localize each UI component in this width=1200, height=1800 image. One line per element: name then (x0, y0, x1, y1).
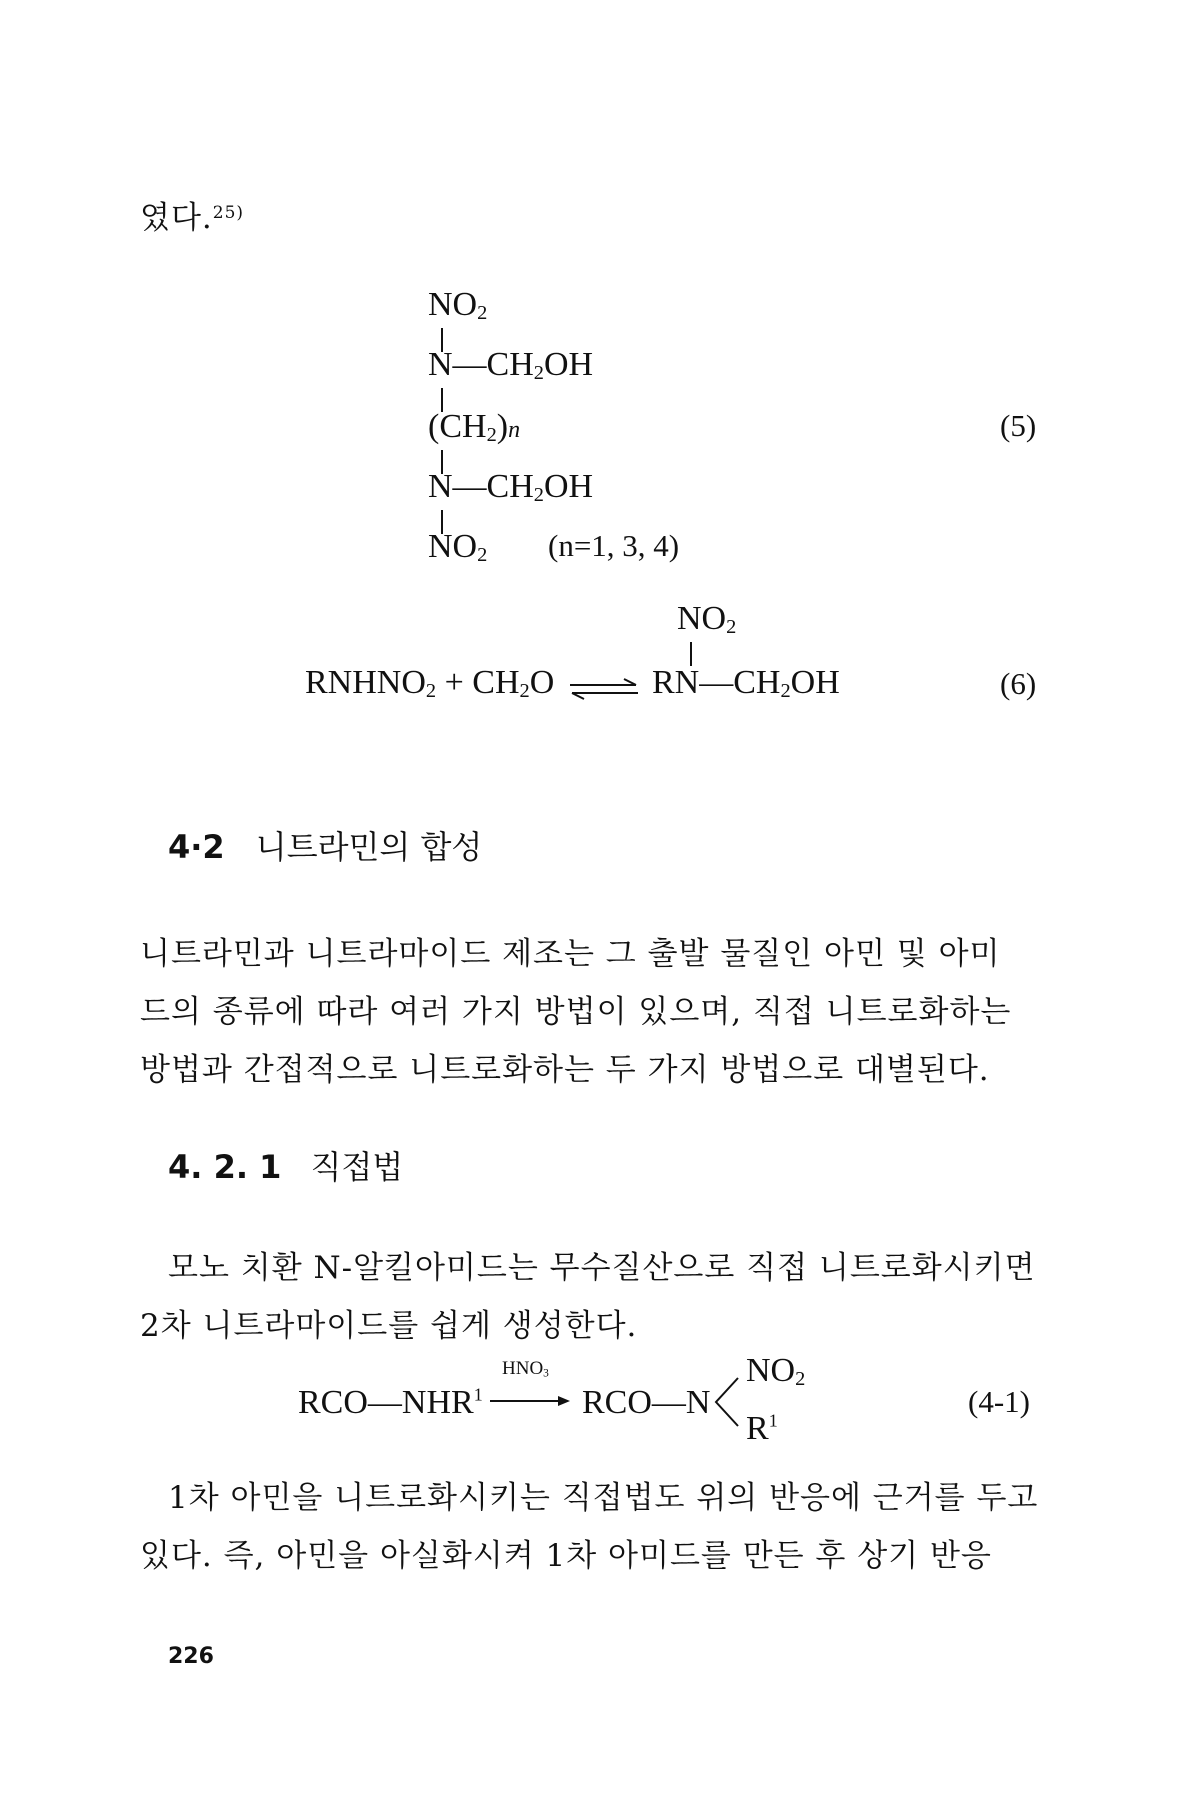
eq5-ch2n: $(CH_2)n$ (428, 408, 521, 447)
eq5-number: (5) (1000, 408, 1037, 443)
eq5-condition: (n=1, 3, 4) (548, 528, 680, 563)
paragraph-line: 있다. 즉, 아민을 아실화시켜 1차 아미드를 만든 후 상기 반응 (140, 1538, 992, 1574)
section-number: 4·2 (168, 828, 225, 866)
paragraph-line: 모노 치환 N-알킬아미드는 무수질산으로 직접 니트로화시키면 (168, 1250, 1036, 1286)
section-number: 4. 2. 1 (168, 1148, 282, 1186)
eq6-no2-top: $NO_2$ (677, 600, 737, 639)
intro-line (140, 192, 244, 237)
eq5-n-ch2oh-2: $N—CH_2OH$ (428, 468, 594, 507)
eq41-reagent: $HNO_3$ (502, 1358, 549, 1380)
paragraph-line: 니트라민과 니트라마이드 제조는 그 출발 물질인 아민 및 아미 (140, 936, 1001, 972)
eq6-number: (6) (1000, 666, 1037, 701)
section-title: 직접법 (310, 1148, 404, 1186)
eq6-left: $RNHNO_2 + CH_2O$ (305, 664, 555, 703)
eq5-n-ch2oh-1: $N—CH_2OH$ (428, 346, 594, 385)
eq6-bond (690, 642, 692, 666)
section-4-2-heading (168, 822, 482, 868)
eq41-left: RCO—NHR$^1$ (298, 1384, 483, 1421)
paragraph-line: 2차 니트라마이드를 쉽게 생성한다. (140, 1308, 638, 1344)
section-title: 니트라민의 합성 (255, 828, 483, 866)
footnote-ref: 25) (212, 202, 245, 223)
eq41-branch-top: $NO_2$ (746, 1352, 806, 1391)
paragraph-line: 1차 아민을 니트로화시키는 직접법도 위의 반응에 근거를 두고 (168, 1480, 1039, 1516)
reaction-arrow-icon (490, 1394, 572, 1408)
equilibrium-arrow-icon (568, 678, 640, 700)
page-number: 226 (168, 1644, 214, 1669)
eq6-right: $RN—CH_2OH$ (652, 664, 840, 703)
branch-bracket-icon (712, 1374, 742, 1430)
paragraph-line: 방법과 간접적으로 니트로화하는 두 가지 방법으로 대별된다. (140, 1052, 990, 1088)
eq41-number: (4-1) (968, 1384, 1030, 1419)
section-4-2-1-heading (168, 1142, 403, 1188)
eq5-no2-top: $NO_2$ (428, 286, 488, 325)
eq41-right: RCO—N (582, 1384, 711, 1421)
intro-text: 였다. (140, 200, 213, 236)
eq41-branch-bottom: $R^1$ (746, 1410, 778, 1447)
eq5-no2-bottom: $NO_2$ (428, 528, 488, 567)
paragraph-line: 드의 종류에 따라 여러 가지 방법이 있으며, 직접 니트로화하는 (140, 994, 1012, 1030)
